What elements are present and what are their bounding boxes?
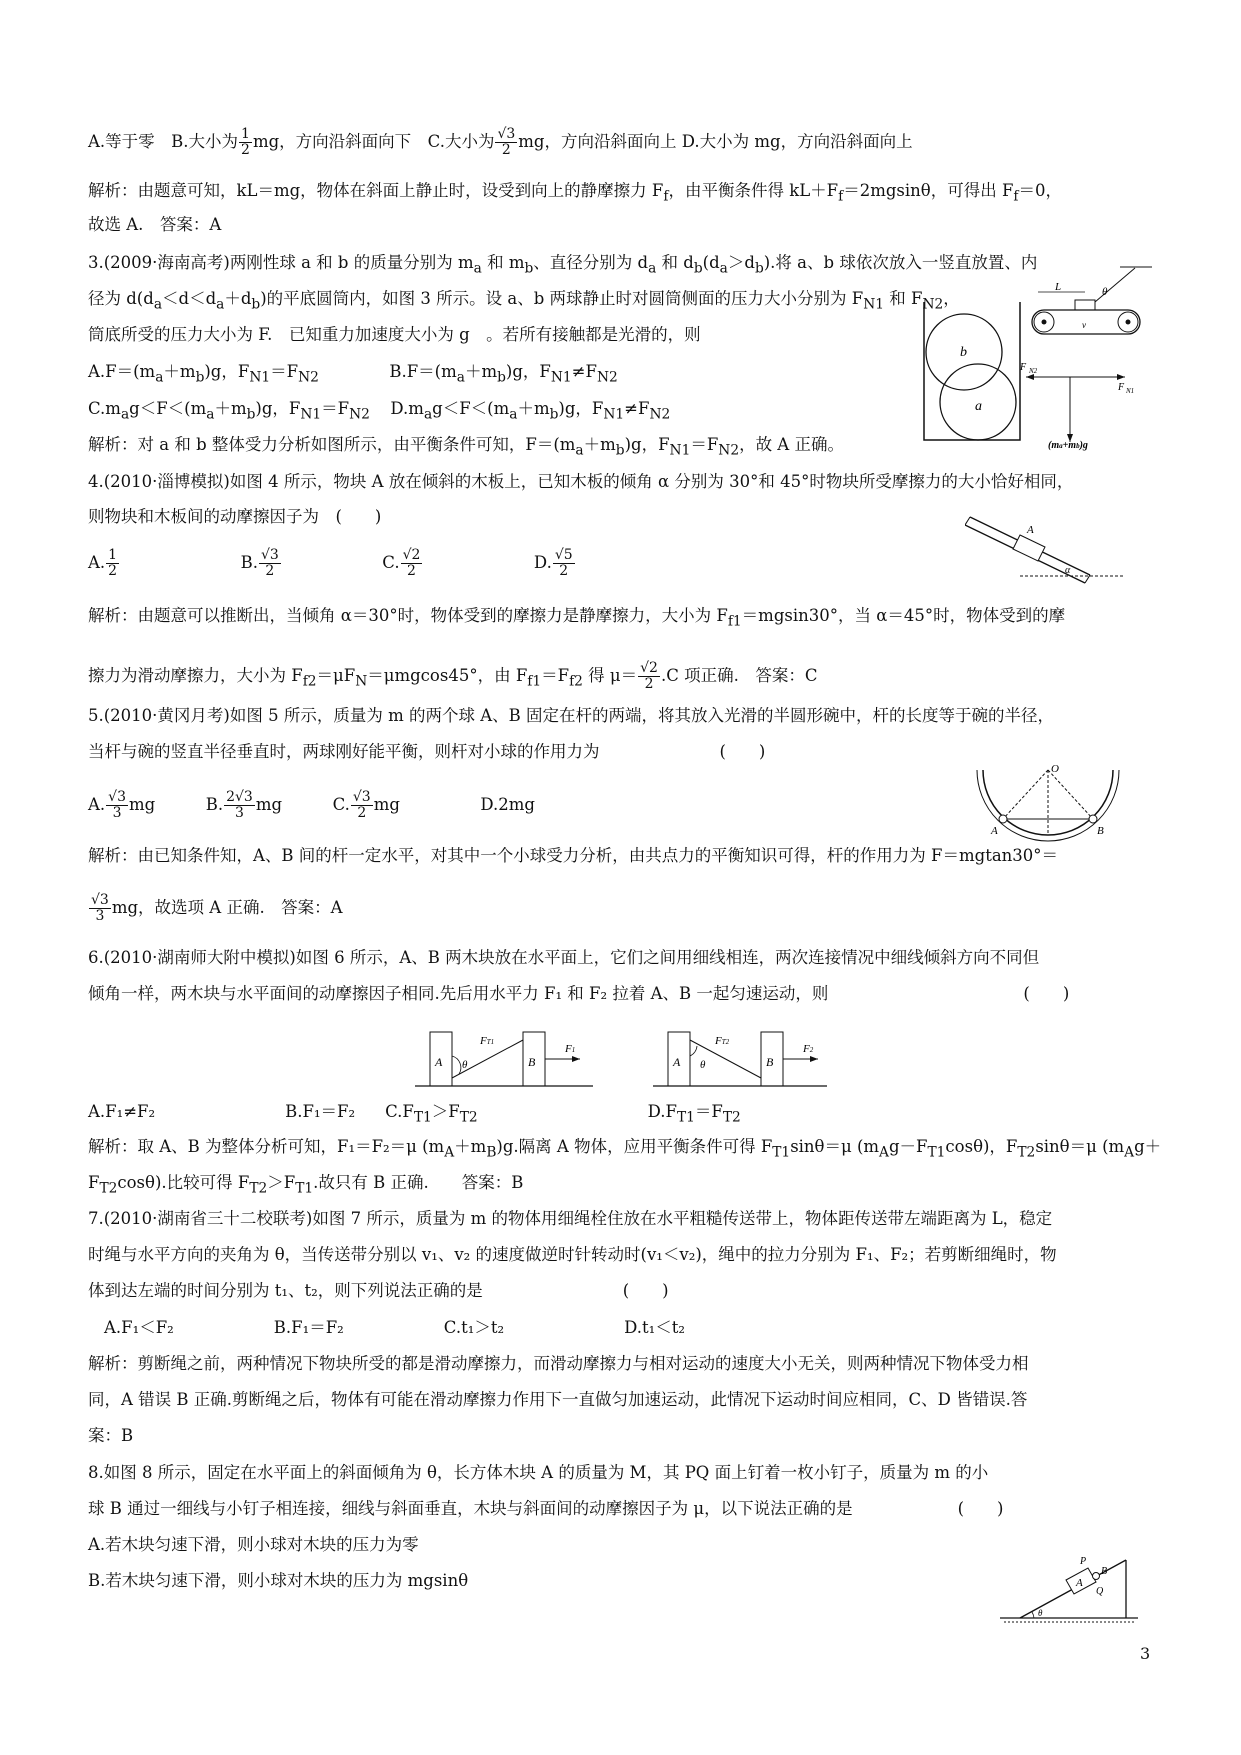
question-3-options-ab: $A.F=(m_a+m_b)g$，$F_{N1}=F_{N2}$ $B.F=(m_a+m_b)g$，$F_{N1}\ne F_{N2}$ [88,362,618,386]
svg-text:(ma+mb)g: (ma+mb)g [1048,440,1088,451]
question-5-analysis-2: $\frac{√3}{3}$ mg，故选项 A 正确. 答案：A [91,892,343,924]
question-4-line-2: 则物块和木板间的动摩擦因子为 ( ) [88,507,382,526]
svg-text:θ: θ [462,1059,468,1071]
svg-text:F1: F1 [565,1043,576,1055]
svg-text:Q: Q [1096,1586,1104,1597]
figure-4 [965,505,1135,585]
question-5-options: A. $\frac{√3}{3}$ mg B. $\frac{2√3}{3}$ mg C. $\frac{√3}{2}$ mg D.2mg [88,789,535,821]
question-8-line-2: 球 B 通过一细线与小钉子相连接，细线与斜面垂直，木块与斜面间的动摩擦因子为 μ，以下说法正确的是 ( ) [88,1499,1004,1518]
question-7-line-1: 7.(2010·湖南省三十二校联考)如图 7 所示，质量为 m 的物体用细绳栓住放在水平粗糙传送带上，物体距传送带左端距离为 L，稳定 [88,1209,1053,1228]
svg-text:θ: θ [700,1059,706,1071]
svg-text:F: F [1118,382,1125,393]
svg-text:F2: F2 [803,1043,814,1055]
question-7-options: A.F₁＜F₂ B.F₁＝F₂ C.t₁＞t₂ D.t₁＜t₂ [104,1318,685,1337]
svg-text:FT1: FT1 [480,1035,495,1047]
figure-8 [1000,1540,1140,1625]
svg-text:L: L [1055,281,1062,293]
svg-text:A: A [1027,524,1034,536]
question-3-line-1: 3.(2009·海南高考)两刚性球 a 和 b 的质量分别为 $m_a$ 和 $m_b$、直径分别为 $d_a$ 和 $d_b(d_a>d_b)$.将 a、b 球依次放入一竖直放置、内 [88,253,1038,277]
fraction: $\frac{1}{2}$ [241,126,250,158]
question-7-analysis-1: 解析：剪断绳之前，两种情况下物块所受的都是滑动摩擦力，而滑动摩擦力与相对运动的速度大小无关，则两种情况下物体受力相 [88,1354,1029,1373]
question-5-line-2: 当杆与碗的竖直半径垂直时，两球刚好能平衡，则杆对小球的作用力为 ( ) [88,742,766,761]
svg-text:F: F [1020,362,1027,373]
svg-text:N2: N2 [1029,367,1038,375]
svg-text:α: α [1065,565,1071,576]
question-6-analysis-2: $F_{T2}\cos\theta$).比较可得 $F_{T2}>F_{T1}$.故只有 B 正确. 答案：B [88,1173,524,1197]
prev-question-answer: 故选 A. 答案：A [88,215,222,234]
page-number: 3 [1140,1644,1151,1663]
question-8-line-1: 8.如图 8 所示，固定在水平面上的斜面倾角为 θ，长方体木块 A 的质量为 M，其 PQ 面上钉着一枚小钉子，质量为 m 的小 [88,1463,989,1482]
svg-text:A: A [673,1055,681,1069]
figure-5 [975,762,1125,852]
question-6-line-2: 倾角一样，两木块与水平面间的动摩擦因子相同.先后用水平力 F₁ 和 F₂ 拉着 A、B 一起匀速运动，则 ( ) [88,984,1070,1003]
question-5-line-1: 5.(2010·黄冈月考)如图 5 所示，质量为 m 的两个球 A、B 固定在杆的两端，将其放入光滑的半圆形碗中，杆的长度等于碗的半径， [88,706,1055,725]
svg-text:A: A [1076,1577,1083,1589]
prev-question-analysis: 解析：由题意可知，kL＝mg，物体在斜面上静止时，设受到向上的静摩擦力 $F_f$，由平衡条件得 $kL+F_f=2mgsin\theta$，可得出 $F_f=0$， [88,181,1063,205]
question-3-line-3: 筒底所受的压力大小为 F. 已知重力加速度大小为 g 。若所有接触都是光滑的，则 [88,325,701,344]
svg-text:B: B [1097,825,1104,837]
question-8-option-a: A.若木块匀速下滑，则小球对木块的压力为零 [88,1535,419,1554]
question-6-analysis-1: 解析：取 A、B 为整体分析可知，F₁＝F₂＝μ $(m_A+m_B)g$.隔离 A 物体，应用平衡条件可得 $F_{T1}\sin\theta=\mu$ $(m_Ag-F_{T1}\cos\theta)$，$F_{T2}\sin\theta=\mu$ ($m_Ag+$ [88,1137,1162,1161]
figure-6 [415,1016,835,1091]
question-7-analysis-3: 案：B [88,1426,134,1445]
question-3-options-cd: $C.m_ag<F<(m_a+m_b)g$，$F_{N1}=F_{N2}$ $D.m_ag<F<(m_a+m_b)g$，$F_{N1}\ne F_{N2}$ [88,399,671,423]
svg-text:P: P [1080,1556,1087,1567]
prev-question-options: A.等于零 B.大小为 $\frac{1}{2}$ mg，方向沿斜面向下 C.大小为 $\frac{√3}{2}$ mg，方向沿斜面向上 D.大小为 mg，方向沿斜面向上 [88,126,913,158]
fraction: $\frac{√3}{2}$ [497,126,516,158]
question-8-option-b: B.若木块匀速下滑，则小球对木块的压力为 mgsinθ [88,1571,469,1590]
question-5-analysis-1: 解析：由已知条件知，A、B 间的杆一定水平，对其中一个小球受力分析，由共点力的平衡知识可得，杆的作用力为 F＝mgtan30°＝ [88,846,1059,865]
question-4-options: A. $\frac{1}{2}$ B. $\frac{√3}{2}$ C. $\frac{√2}{2}$ D. $\frac{√5}{2}$ [88,547,573,579]
svg-text:B: B [528,1055,536,1069]
figure-3 [920,262,1160,452]
svg-text:A: A [435,1055,443,1069]
svg-text:a: a [975,399,982,414]
svg-text:θ: θ [1038,1608,1043,1618]
svg-text:v: v [1082,320,1086,330]
svg-text:θ: θ [1102,286,1108,298]
svg-text:B: B [766,1055,774,1069]
svg-text:A: A [991,825,998,837]
svg-text:N1: N1 [1126,387,1135,395]
question-4-analysis-2: 擦力为滑动摩擦力，大小为 $F_{f2}=\mu F_N=\mu mgcos45^\circ$，由 $F_{f1}=F_{f2}$ 得 μ＝ $\frac{√2}{2}$ .C 项正确. 答案：C [88,660,818,692]
question-7-line-3: 体到达左端的时间分别为 t₁、t₂，则下列说法正确的是 ( ) [88,1281,669,1300]
svg-text:O: O [1051,763,1059,775]
question-6-options: A.F₁≠F₂ B.F₁＝F₂ $C.F_{T1}>F_{T2}$ $D.F_{T1}=F_{T2}$ [88,1102,741,1126]
question-3-line-2: 径为 $d(d_a<d<d_a+d_b)$的平底圆筒内，如图 3 所示。设 a、b 两球静止时对圆筒侧面的压力大小分别为 $F_{N1}$ 和 $F_{N2}$， [88,289,960,313]
question-7-line-2: 时绳与水平方向的夹角为 θ，当传送带分别以 v₁、v₂ 的速度做逆时针转动时(v₁＜v₂)，绳中的拉力分别为 F₁、F₂；若剪断细绳时，物 [88,1245,1057,1264]
svg-text:FT2: FT2 [715,1035,730,1047]
svg-text:B: B [1101,1566,1108,1577]
svg-text:b: b [960,345,967,360]
question-6-line-1: 6.(2010·湖南师大附中模拟)如图 6 所示，A、B 两木块放在水平面上，它们之间用细线相连，两次连接情况中细线倾斜方向不同但 [88,948,1040,967]
question-3-analysis: 解析：对 a 和 b 整体受力分析如图所示，由平衡条件可知，$F=(m_a+m_b)g$，$F_{N1}=F_{N2}$，故 A 正确。 [88,435,844,459]
question-4-line-1: 4.(2010·淄博模拟)如图 4 所示，物块 A 放在倾斜的木板上，已知木板的倾角 α 分别为 30°和 45°时物块所受摩擦力的大小恰好相同， [88,472,1074,491]
question-4-analysis-1: 解析：由题意可以推断出，当倾角 α＝30°时，物体受到的摩擦力是静摩擦力，大小为 $F_{f1}=mgsin30^\circ$，当 α＝45°时，物体受到的摩 [88,606,1066,630]
question-7-analysis-2: 同，A 错误 B 正确.剪断绳之后，物体有可能在滑动摩擦力作用下一直做匀加速运动，此情况下运动时间应相同，C、D 皆错误.答 [88,1390,1028,1409]
